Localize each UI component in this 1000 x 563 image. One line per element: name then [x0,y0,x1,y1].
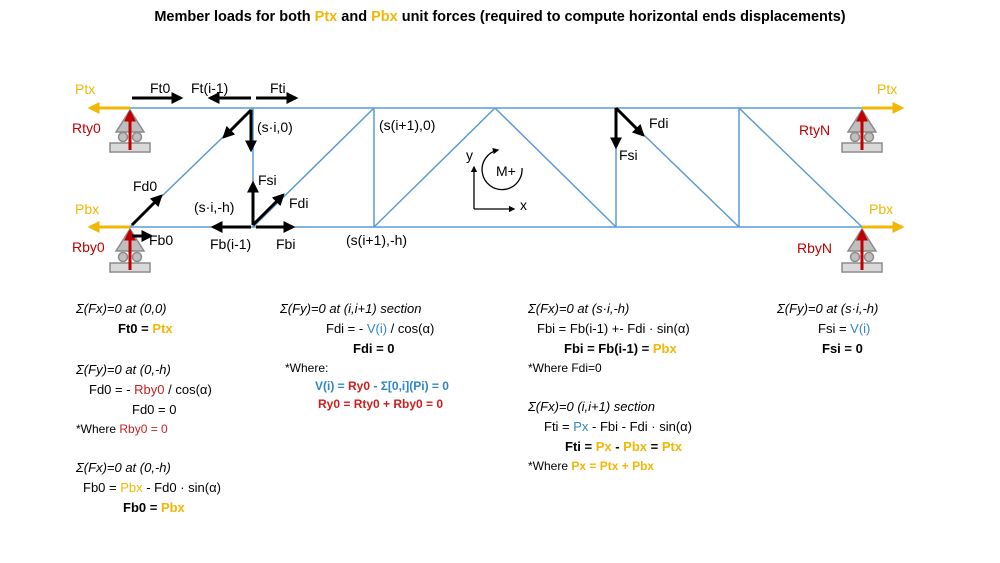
title-part3: unit forces (required to compute horizontal ends displacements) [397,9,846,25]
col1-eq3-line1-a: Fb0 = [83,480,121,495]
col3-eq2-result-e: = [647,439,662,454]
col2-where: *Where: [285,361,329,375]
col4-result: Fsi = 0 [822,341,863,356]
col1-eq3-line1-b: Pbx [120,480,143,495]
col4-heading: Σ(Fy)=0 at (s·i,-h) [777,301,879,316]
label-pbx-left: Pbx [75,201,100,217]
col2-where-line1-c: - Σ[0,i](Pi) = 0 [370,379,449,393]
label-ft0: Ft0 [150,80,171,96]
col2-where-line2: Ry0 = Rty0 + Rby0 = 0 [318,397,444,411]
col3-eq2-result-c: - [611,439,624,454]
col3-eq2-line1-a: Fti = [544,419,574,434]
label-moment: M+ [496,163,516,179]
label-node-si1-0: (s(i+1),0) [379,117,436,133]
label-node-si1-h: (s(i+1),-h) [346,232,408,248]
col2-where-line1 [315,378,449,394]
col3-eq2-result-b: Px [595,439,612,454]
label-fb0: Fb0 [149,232,174,248]
col2-line1-a: Fdi = - [326,321,367,336]
title-part1: Member loads for both [154,9,315,25]
col3-eq2-heading: Σ(Fx)=0 (i,i+1) section [528,399,655,414]
col3-eq1-heading: Σ(Fx)=0 at (s·i,-h) [528,301,630,316]
col3-eq2-line1-c: - Fbi - Fdi · sin(α) [588,419,693,434]
col3-eq2-note-b: Px = Ptx + Pbx [571,459,655,473]
col3-eq1-result-b: Pbx [652,341,677,356]
label-rtyn: RtyN [799,122,831,138]
force-fdi-mid-arrow [253,195,283,225]
col1-eq3-line1-c: - Fd0 · sin(α) [142,480,221,495]
title-ptx: Ptx [314,9,338,25]
title-part2: and [337,9,372,25]
col1-eq2-line1-b: Rby0 [134,382,165,397]
label-rby0: Rby0 [72,239,105,255]
label-node-si-h: (s·i,-h) [194,199,235,215]
label-fdi-right: Fdi [649,115,669,131]
col3-eq1-note: *Where Fdi=0 [528,361,602,375]
col1-eq1-result [118,321,173,337]
force-fdi-right-arrow [616,108,643,135]
title-pbx: Pbx [371,9,398,25]
label-fbi-1: Fb(i-1) [210,236,252,252]
force-fd-upper-arrow [224,110,251,137]
col1-eq3-heading: Σ(Fx)=0 at (0,-h) [76,460,171,475]
col3-eq2-line1-b: Px [573,419,589,434]
col1-eq3-result-b: Pbx [160,500,185,515]
col4-line1-b: V(i) [850,321,871,336]
col3-eq2-result-f: Ptx [661,439,683,454]
col1-eq2-line1-a: Fd0 = - [89,382,135,397]
label-fdi-mid: Fdi [289,195,309,211]
col1-eq3-result [123,500,185,516]
col3-eq2-result-d: Pbx [623,439,648,454]
col1-eq2-note [76,421,168,437]
label-axis-x: x [520,197,527,213]
label-fbi: Fbi [276,236,296,252]
col3-eq2-line1 [544,419,692,435]
col1-eq3-result-a: Fb0 = [123,500,161,515]
label-rbyn: RbyN [797,240,833,256]
label-node-si-0: (s·i,0) [257,119,293,135]
col1-eq1-result-b: Ptx [152,321,173,336]
col1-eq1-result-a: Ft0 = [118,321,153,336]
label-fsi-mid: Fsi [258,172,277,188]
col3-eq2-note-a: *Where [528,459,572,473]
col1-eq1-heading: Σ(Fx)=0 at (0,0) [76,301,167,316]
col3-eq1-result [564,341,677,357]
col1-eq2-note-b: Rby0 = 0 [119,422,168,436]
col4-line1-a: Fsi = [818,321,851,336]
col3-eq1-result-a: Fbi = Fb(i-1) = [564,341,653,356]
col1-eq2-note-a: *Where [76,422,120,436]
col3-eq2-note [528,458,654,474]
col2-line1-c: / cos(α) [387,321,435,336]
col2-where-line1-a: V(i) = [315,379,349,393]
col2-where-line1-b: Ry0 [348,379,371,393]
label-fti-1: Ft(i-1) [191,80,229,96]
label-pbx-right: Pbx [869,201,894,217]
col2-line1-b: V(i) [366,321,388,336]
col1-eq2-line1 [89,382,212,398]
col1-eq2-line1-c: / cos(α) [164,382,212,397]
col4-line1 [818,321,870,337]
col3-eq2-result [565,439,682,455]
col1-eq2-heading: Σ(Fy)=0 at (0,-h) [76,362,171,377]
label-axis-y: y [466,147,473,163]
label-fti: Fti [270,80,286,96]
col1-eq2-line2: Fd0 = 0 [132,402,177,417]
label-fd0: Fd0 [133,178,158,194]
col3-eq1-line1: Fbi = Fb(i-1) +- Fdi · sin(α) [537,321,690,336]
col2-line1 [326,321,434,337]
col1-eq3-line1 [83,480,221,496]
label-ptx-left: Ptx [75,81,96,97]
col3-eq2-result-a: Fti = [565,439,596,454]
label-ptx-right: Ptx [877,81,898,97]
col2-heading: Σ(Fy)=0 at (i,i+1) section [280,301,422,316]
label-rty0: Rty0 [72,120,101,136]
label-fsi-right: Fsi [619,147,638,163]
col2-result: Fdi = 0 [353,341,395,356]
force-fd0-arrow [132,196,161,225]
